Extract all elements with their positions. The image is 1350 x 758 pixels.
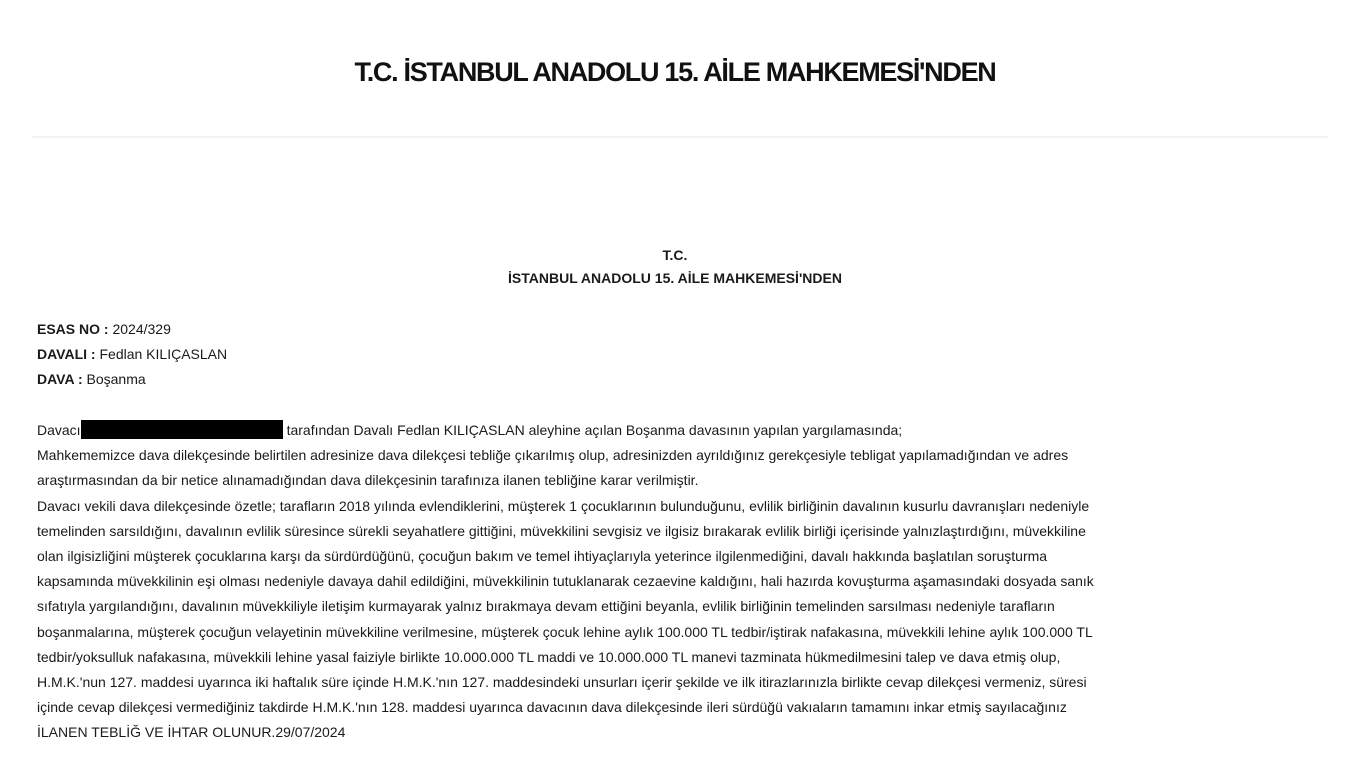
closing-line: İLANEN TEBLİĞ VE İHTAR OLUNUR.29/07/2024 [37,724,346,741]
meta-value: Fedlan KILIÇASLAN [95,346,228,362]
page-title: T.C. İSTANBUL ANADOLU 15. AİLE MAHKEMESİ'NDEN [354,57,996,87]
body-line: temelinden sarsıldığını, davalının evlilik süresince sürekli seyahatlere gittiğini, müvekkilini sevgisiz ve ilgisiz bırakarak evlilik birliği içerisinde yalnızlaştırdığını, müvekkiline [37,522,1086,539]
meta-davali [37,342,227,367]
body-line: H.M.K.'nun 127. maddesi uyarınca iki haftalık süre içinde H.M.K.'nın 127. maddesindeki unsurları içerir şekilde ve ilk itirazlarınızla birlikte cevap dilekçesi vermeniz, süresi [37,673,1087,690]
meta-label: DAVALI : [37,346,96,362]
body-line: Mahkememizce dava dilekçesinde belirtilen adresinize dava dilekçesi tebliğe çıkarılmış olup, adresinizden ayrıldığınız gerekçesiyle tebligat yapılamadığından ve adres [37,447,1069,464]
body-line: Davacı vekili dava dilekçesinde özetle; tarafların 2018 yılında evlendiklerini, müşterek 1 çocuklarının bulunduğunu, evlilik birliğinin davalının kusurlu davranışları nedeniyle [37,497,1090,514]
redaction-bar [81,420,283,439]
body-line: araştırmasından da bir netice alınamadığından dava dilekçesinin tarafınıza ilanen tebliğine karar verilmiştir. [37,472,699,489]
meta-label: DAVA : [37,371,83,387]
meta-dava [37,367,227,392]
title-divider [32,136,1328,138]
case-meta [37,317,227,392]
meta-value: 2024/329 [108,321,171,337]
body-line: içinde cevap dilekçesi vermediğiniz takdirde H.M.K.'nın 128. maddesi uyarınca davacının dava dilekçesinde ileri sürdüğü vakıaların tamamını inkar etmiş sayılacağınız [37,699,1067,716]
meta-label: ESAS NO : [37,321,109,337]
document-header-line-1: T.C. [662,247,688,263]
text-before-redaction: Davacı [37,422,81,438]
body-line: tedbir/yoksulluk nafakasına, müvekkili lehine yasal faiziyle birlikte 10.000.000 TL maddi ve 10.000.000 TL manevi tazminata hükmedilmesini talep ve dava etmiş olup, [37,648,1061,665]
meta-value: Boşanma [82,371,146,387]
body-line: olan ilgisizliğini müşterek çocuklarına karşı da sürdürdüğünü, çocuğun bakım ve temel ihtiyaçlarıyla yeterince ilgilenmediğini, davalı hakkında başlatılan soruşturma [37,547,1048,564]
body-line: sıfatıyla yargılandığını, davalının müvekkiliyle iletişim kurmayarak yalnız bırakmaya devam ettiğini beyanla, evlilik birliğinin temelinden sarsılması nedeniyle tarafların [37,598,1055,615]
document-header [0,244,1350,290]
notice-body [37,418,1327,745]
document-header-line-2: İSTANBUL ANADOLU 15. AİLE MAHKEMESİ'NDEN [508,270,842,286]
body-line: boşanmalarına, müşterek çocuğun velayetinin müvekkiline verilmesine, müşterek çocuk lehine aylık 100.000 TL tedbir/iştirak nafakasına, müvekkili lehine aylık 100.000 TL [37,623,1093,640]
body-line-first [37,418,1327,443]
text-after-redaction: tarafından Davalı Fedlan KILIÇASLAN aleyhine açılan Boşanma davasının yapılan yargılamasında; [286,422,903,438]
meta-esas-no [37,317,227,342]
body-line: kapsamında müvekkilinin eşi olması nedeniyle davaya dahil edildiğini, müvekkilinin tutuklanarak cezaevine kaldığını, hali hazırda kovuşturma aşamasındaki dosyada sanık [37,573,1094,590]
